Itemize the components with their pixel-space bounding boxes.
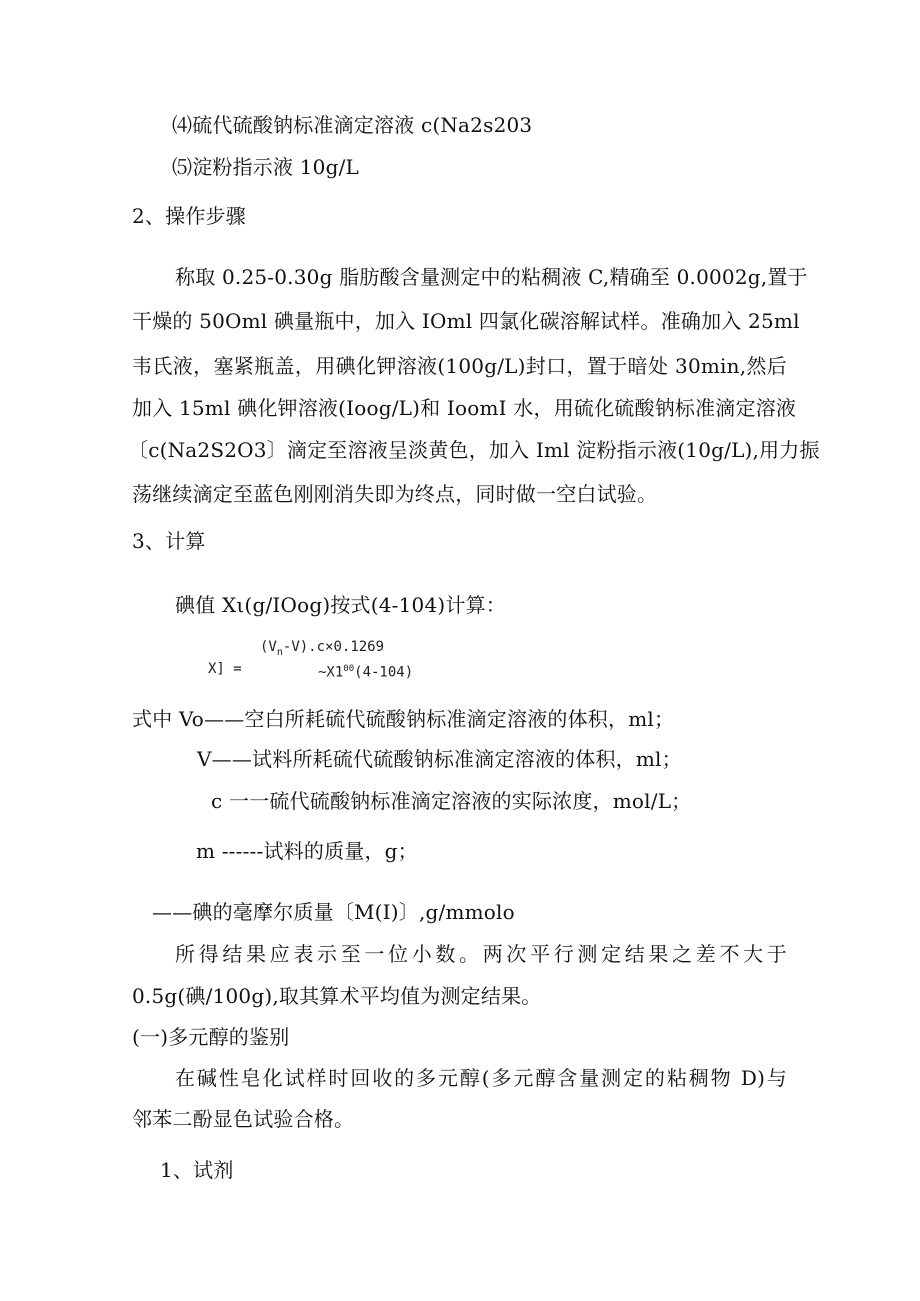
- formula-numerator: [260, 638, 384, 662]
- procedure-line-5: 〔c(Na2S2O3〕滴定至溶液呈淡黄色，加入 Iml 淀粉指示液(10g∕L),用力振: [128, 438, 820, 462]
- formula-numerator-sub: n: [276, 646, 283, 658]
- procedure-line-6: 荡继续滴定至蓝色刚刚消失即为终点，同时做一空白试验。: [132, 482, 658, 506]
- definition-v: V——试料所耗硫代硫酸钠标准滴定溶液的体积，ml；: [197, 747, 682, 771]
- formula-numerator-pre: (V: [260, 639, 277, 655]
- result-line-1: 所得结果应表示至一位小数。两次平行测定结果之差不大于: [175, 942, 787, 966]
- procedure-line-2: 干燥的 50Oml 碘量瓶中，加入 IOml 四氯化碳溶解试样。准确加入 25ml: [132, 309, 800, 333]
- formula-denominator-pre: ~X1: [318, 664, 344, 681]
- calculation-intro: 碘值 Xι(g∕IOog)按式(4-104)计算：: [175, 593, 506, 617]
- formula-numerator-post: -V).c×0.1269: [282, 639, 385, 655]
- definition-m: m ------试料的质量，g；: [196, 839, 418, 863]
- procedure-line-3: 韦氏液，塞紧瓶盖，用碘化钾溶液(100g/L)封口，置于暗处 30min,然后: [132, 354, 787, 378]
- formula-lhs: X] =: [208, 661, 242, 677]
- formula-denominator-sup: 00: [343, 664, 355, 674]
- section-heading-calculation: 3、计算: [132, 529, 206, 553]
- polyol-line-1: 在碱性皂化试样时回收的多元醇(多元醇含量测定的粘稠物 D)与: [175, 1066, 787, 1090]
- section-heading-reagents: 1、试剂: [160, 1158, 234, 1182]
- reagent-item-4: ⑷硫代硫酸钠标准滴定溶液 c(Na2s203: [172, 113, 533, 137]
- section-heading-polyol: (一)多元醇的鉴别: [132, 1025, 290, 1049]
- polyol-line-2: 邻苯二酚显色试验合格。: [132, 1107, 355, 1131]
- result-line-2: 0.5g(碘∕100g),取其算术平均值为测定结果。: [132, 984, 542, 1008]
- procedure-line-4: 加入 15ml 碘化钾溶液(Ioog/L)和 IoomI 水，用硫化硫酸钠标准滴定溶液: [132, 396, 797, 420]
- definition-mi: ——碘的毫摩尔质量〔M(I)〕,g/mmolo: [152, 900, 515, 924]
- formula-denominator-post: (4-104): [354, 664, 414, 681]
- reagent-item-5: ⑸淀粉指示液 10g∕L: [172, 155, 360, 179]
- procedure-line-1: 称取 0.25-0.30g 脂肪酸含量测定中的粘稠液 C,精确至 0.0002g,置于: [175, 265, 808, 289]
- definition-c: c 一一硫代硫酸钠标准滴定溶液的实际浓度，mol/L；: [211, 789, 692, 813]
- section-heading-procedure: 2、操作步骤: [132, 204, 246, 228]
- formula-denominator: [318, 660, 413, 682]
- definition-vo: 式中 Vo——空白所耗硫代硫酸钠标准滴定溶液的体积，ml；: [132, 707, 675, 731]
